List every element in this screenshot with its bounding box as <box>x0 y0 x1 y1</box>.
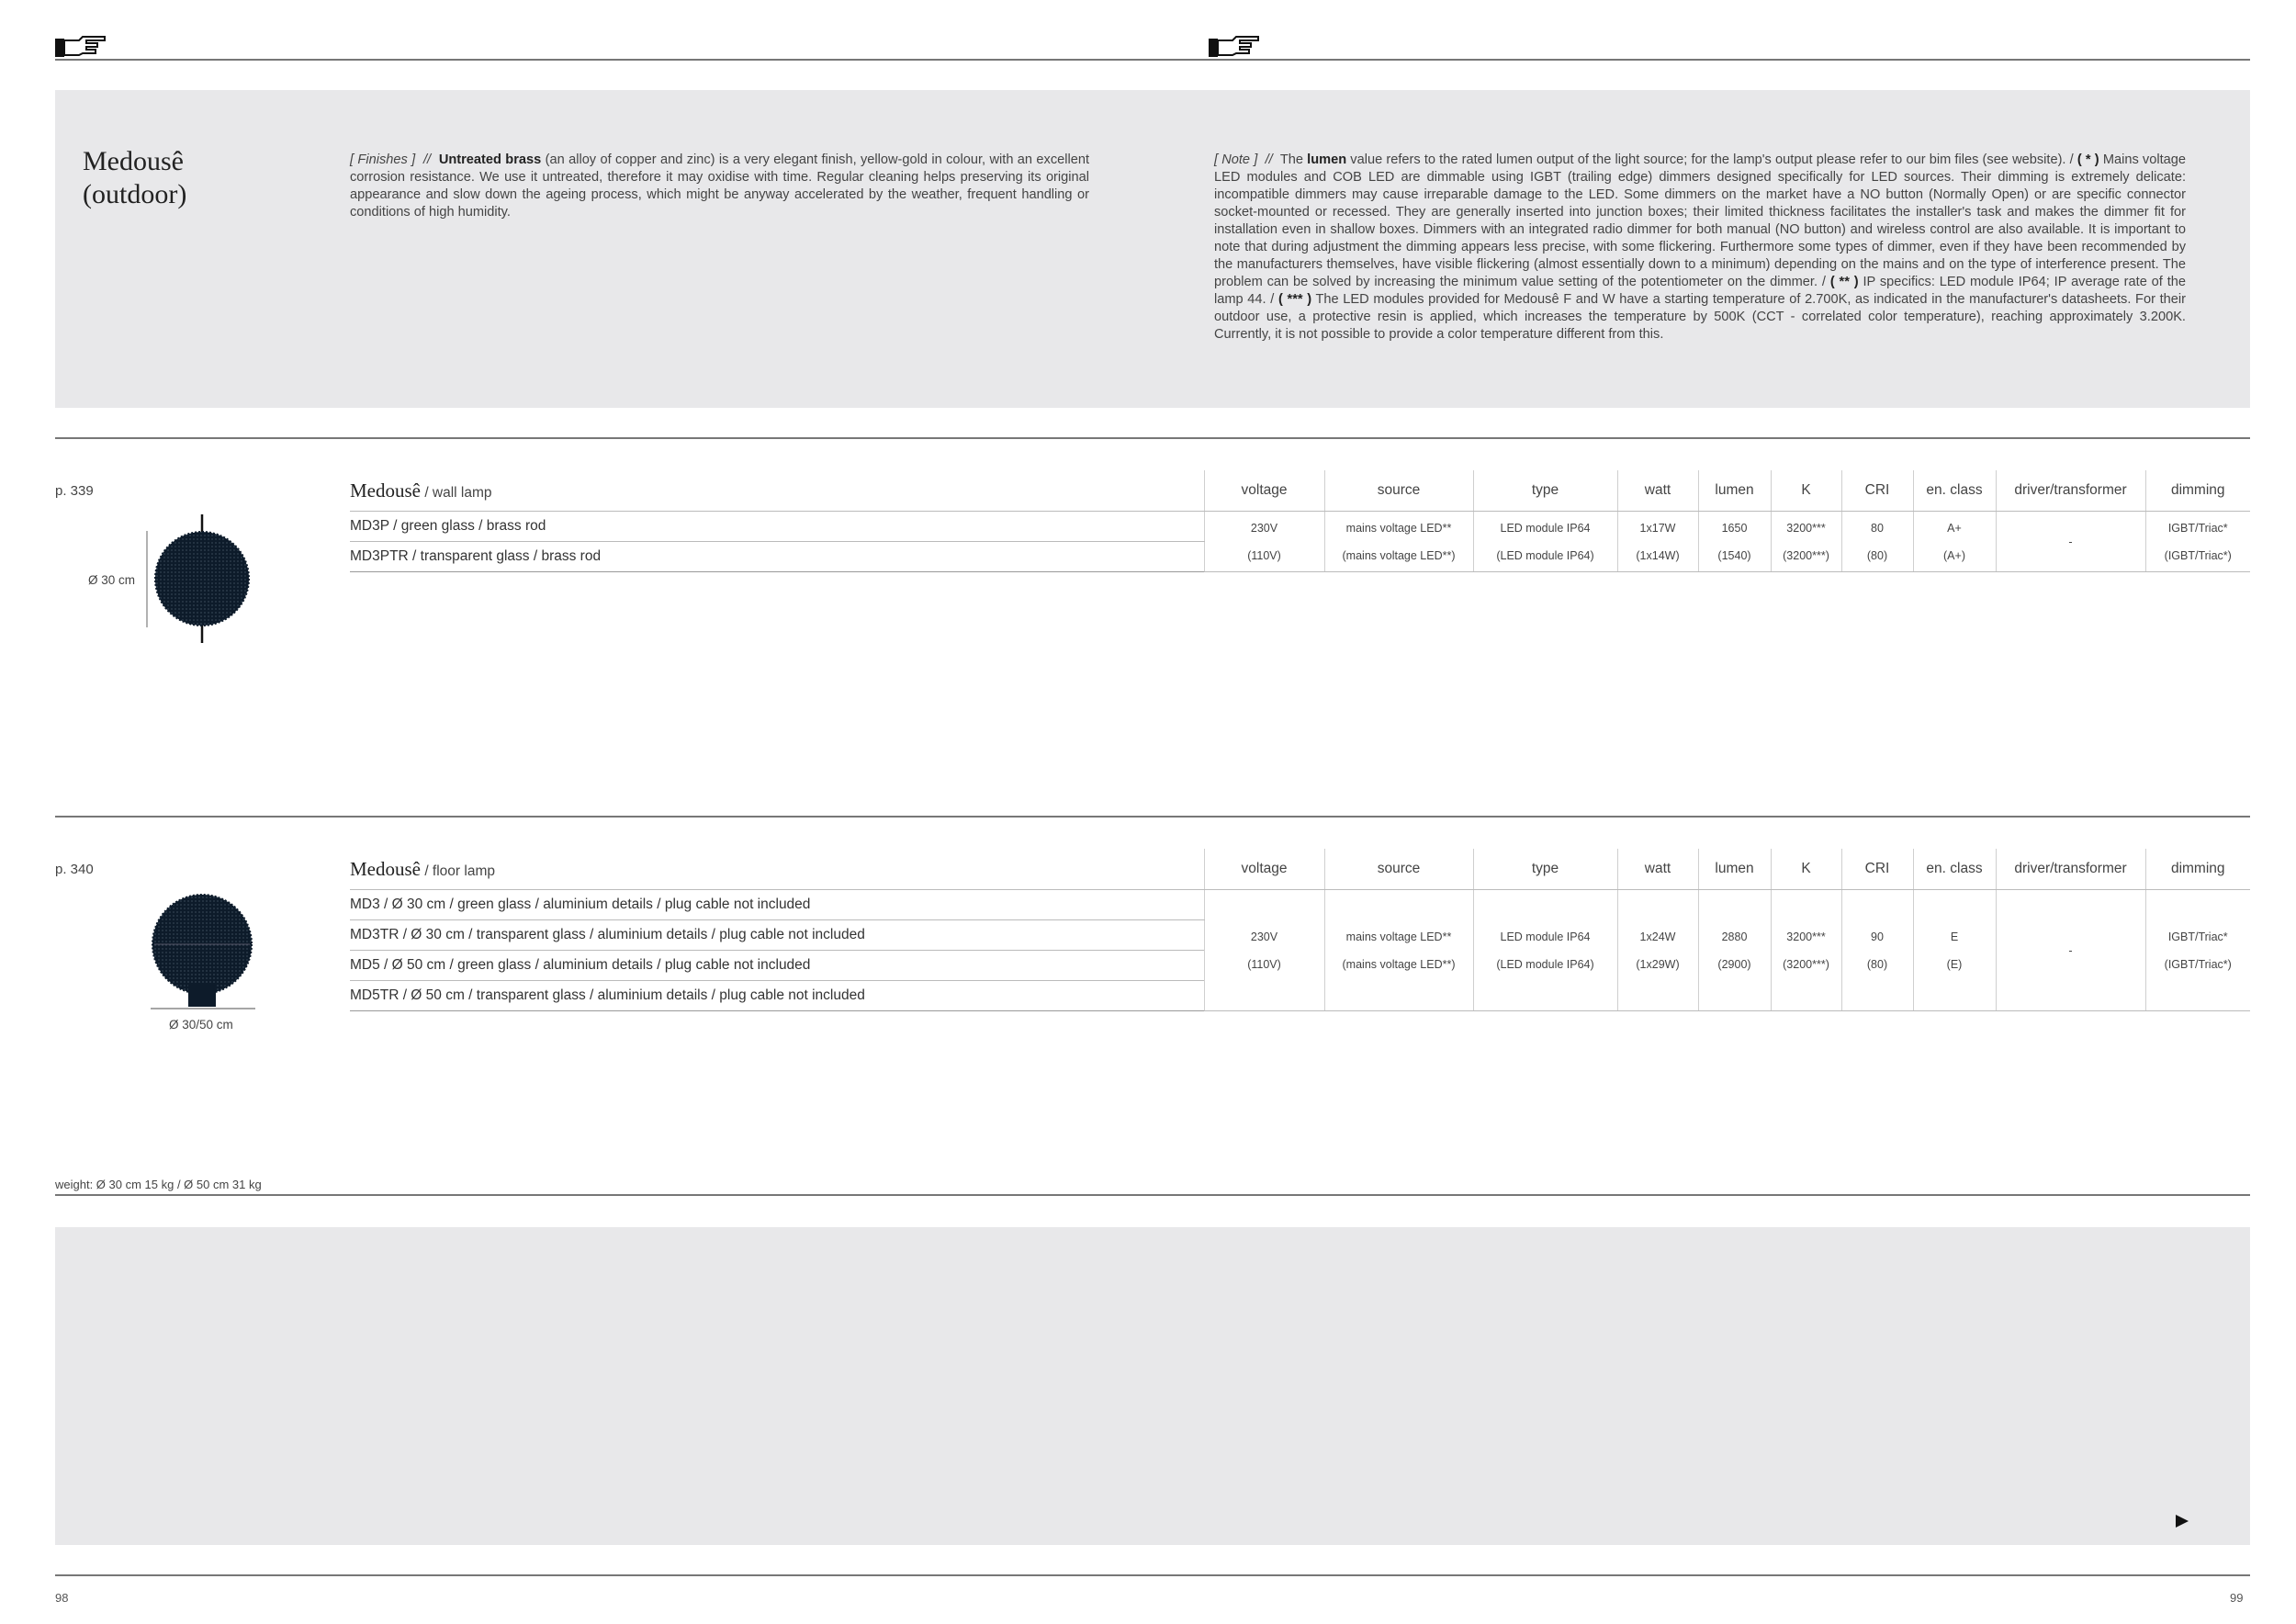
floor-type-cell: LED module IP64 (LED module IP64) <box>1473 890 1617 1011</box>
note-text-4: The LED modules provided for Medousê F and W have a starting temperature of 2.700K, as indicated in the manufacturer's datasheets. For their outdoor use, a protective resin is applied, which increases the temperature by 500K (CCT - correlated color temperature), reaching approximately 3.200K. Currently, it is not possible to provide a color temperature different from this. <box>1214 292 2186 342</box>
col-watt: watt <box>1617 849 1698 890</box>
note-paragraph <box>1214 152 2186 344</box>
floor-lamp-drawing <box>147 889 262 1012</box>
col-en-class: en. class <box>1913 849 1996 890</box>
table-row <box>350 512 2250 542</box>
pointing-hand-icon <box>55 35 107 57</box>
wall-cri-cell: 80 (80) <box>1841 512 1913 572</box>
play-triangle-icon[interactable] <box>2175 1514 2189 1528</box>
wall-product-title <box>350 470 1204 512</box>
col-voltage: voltage <box>1204 470 1324 512</box>
wall-en-class-cell: A+ (A+) <box>1913 512 1996 572</box>
note-bold: lumen <box>1307 152 1347 167</box>
note-mark-2: ( ** ) <box>1829 275 1859 289</box>
wall-spec-table <box>350 470 2250 572</box>
col-source: source <box>1324 470 1473 512</box>
col-driver: driver/transformer <box>1996 470 2145 512</box>
wall-source-cell: mains voltage LED** (mains voltage LED**) <box>1324 512 1473 572</box>
floor-model-md3: MD3 / Ø 30 cm / green glass / aluminium details / plug cable not included <box>350 890 1204 920</box>
note-text-3: IP specifics: LED module IP64; IP average rate of the lamp 44. / <box>1214 275 2187 307</box>
note-mark-1: ( * ) <box>2077 152 2099 167</box>
col-en-class: en. class <box>1913 470 1996 512</box>
floor-en-class-cell: E (E) <box>1913 890 1996 1011</box>
col-dimming: dimming <box>2145 849 2250 890</box>
col-driver: driver/transformer <box>1996 849 2145 890</box>
collection-title-line2: (outdoor) <box>83 179 187 209</box>
page-number-right: 99 <box>2230 1591 2244 1605</box>
col-cri: CRI <box>1841 849 1913 890</box>
page-number-left: 98 <box>55 1591 69 1605</box>
finishes-tag: [ Finishes ] <box>350 152 416 167</box>
col-source: source <box>1324 849 1473 890</box>
section-rule-floor <box>55 816 2250 818</box>
note-mark-3: ( *** ) <box>1277 292 1312 307</box>
floor-product-kind: / floor lamp <box>424 863 495 879</box>
floor-dimming-cell: IGBT/Triac* (IGBT/Triac*) <box>2145 890 2250 1011</box>
wall-lamp-drawing <box>138 513 257 646</box>
col-type: type <box>1473 470 1617 512</box>
separator: // <box>422 152 432 167</box>
floor-header-row <box>350 849 2250 890</box>
col-lumen: lumen <box>1698 470 1771 512</box>
wall-lumen-cell: 1650 (1540) <box>1698 512 1771 572</box>
col-lumen: lumen <box>1698 849 1771 890</box>
wall-header-row <box>350 470 2250 512</box>
col-k: K <box>1771 470 1841 512</box>
col-voltage: voltage <box>1204 849 1324 890</box>
floor-spec-table <box>350 849 2250 1011</box>
floor-cri-cell: 90 (80) <box>1841 890 1913 1011</box>
note-pre: The <box>1279 152 1303 167</box>
col-cri: CRI <box>1841 470 1913 512</box>
finishes-bold: Untreated brass <box>438 152 542 167</box>
separator: // <box>1265 152 1273 167</box>
bottom-panel <box>55 1227 2250 1545</box>
wall-model-md3p: MD3P / green glass / brass rod <box>350 512 1204 542</box>
section-rule-wall <box>55 437 2250 439</box>
floor-model-md3tr: MD3TR / Ø 30 cm / transparent glass / aluminium details / plug cable not included <box>350 920 1204 951</box>
page-reference-floor: p. 340 <box>55 862 94 877</box>
floor-product-name: Medousê <box>350 857 421 880</box>
floor-model-md5tr: MD5TR / Ø 50 cm / transparent glass / aluminium details / plug cable not included <box>350 981 1204 1011</box>
wall-dimming-cell: IGBT/Triac* (IGBT/Triac*) <box>2145 512 2250 572</box>
wall-driver-cell: - <box>1996 512 2145 572</box>
floor-lumen-cell: 2880 (2900) <box>1698 890 1771 1011</box>
collection-title <box>83 145 340 211</box>
footer-rule <box>55 1574 2250 1576</box>
col-k: K <box>1771 849 1841 890</box>
weight-note: weight: Ø 30 cm 15 kg / Ø 50 cm 31 kg <box>55 1178 262 1191</box>
wall-dimension-label: Ø 30 cm <box>88 573 136 587</box>
col-type: type <box>1473 849 1617 890</box>
note-tag: [ Note ] <box>1214 152 1258 167</box>
floor-voltage-cell: 230V (110V) <box>1204 890 1324 1011</box>
floor-model-md5: MD5 / Ø 50 cm / green glass / aluminium details / plug cable not included <box>350 951 1204 981</box>
floor-watt-cell: 1x24W (1x29W) <box>1617 890 1698 1011</box>
wall-model-md3ptr: MD3PTR / transparent glass / brass rod <box>350 542 1204 572</box>
floor-source-cell: mains voltage LED** (mains voltage LED**) <box>1324 890 1473 1011</box>
wall-product-kind: / wall lamp <box>424 484 492 501</box>
finishes-paragraph <box>350 152 1089 221</box>
floor-product-title <box>350 849 1204 890</box>
col-watt: watt <box>1617 470 1698 512</box>
floor-k-cell: 3200*** (3200***) <box>1771 890 1841 1011</box>
collection-title-line1: Medousê <box>83 146 184 176</box>
floor-dimension-label: Ø 30/50 cm <box>169 1018 233 1032</box>
floor-driver-cell: - <box>1996 890 2145 1011</box>
wall-voltage-cell: 230V (110V) <box>1204 512 1324 572</box>
header-rule <box>55 59 2250 61</box>
wall-type-cell: LED module IP64 (LED module IP64) <box>1473 512 1617 572</box>
finishes-text: (an alloy of copper and zinc) is a very elegant finish, yellow-gold in colour, with an excellent corrosion resistance. We use it untreated, therefore it may oxidise with time. Regular cleaning helps preserving its original appearance and slow down the ageing process, which might be anyway accelerated by the weather, frequent handling or conditions of high humidity. <box>350 152 1090 220</box>
note-text-2: Mains voltage LED modules and COB LED are dimmable using IGBT (trailing edge) dimmers designed specifically for LED sources. Their dimming is extremely delicate: incompatible dimmers may cause irreparable damage to the LED. Some dimmers on the market have a NO button (Normally Open) or are specific connector socket-mounted or recessed. They are generally inserted into junction boxes; their limited thickness facilitates the installer's task and makes the dimmer fit for installation even in shallow boxes. Dimmers with an integrated radio dimmer for both manual (NO button) and wireless control are also available. It is important to note that during adjustment the dimming appears less precise, with some flickering. Furthermore some types of dimmer, even if they have been recommended by the manufacturers themselves, have visible flickering (almost essentially down to a minimum) depending on the mains and on the type of interference present. The problem can be solved by increasing the minimum value setting of the potentiometer on the dimmer. / <box>1214 152 2186 289</box>
weight-rule <box>55 1194 2250 1196</box>
page-reference-wall: p. 339 <box>55 483 94 499</box>
col-dimming: dimming <box>2145 470 2250 512</box>
wall-product-name: Medousê <box>350 479 421 502</box>
wall-watt-cell: 1x17W (1x14W) <box>1617 512 1698 572</box>
table-row <box>350 890 2250 920</box>
wall-k-cell: 3200*** (3200***) <box>1771 512 1841 572</box>
note-text-1: value refers to the rated lumen output of the light source; for the lamp's output please refer to our bim files (see website). / <box>1350 152 2074 167</box>
pointing-hand-icon <box>1209 35 1260 57</box>
